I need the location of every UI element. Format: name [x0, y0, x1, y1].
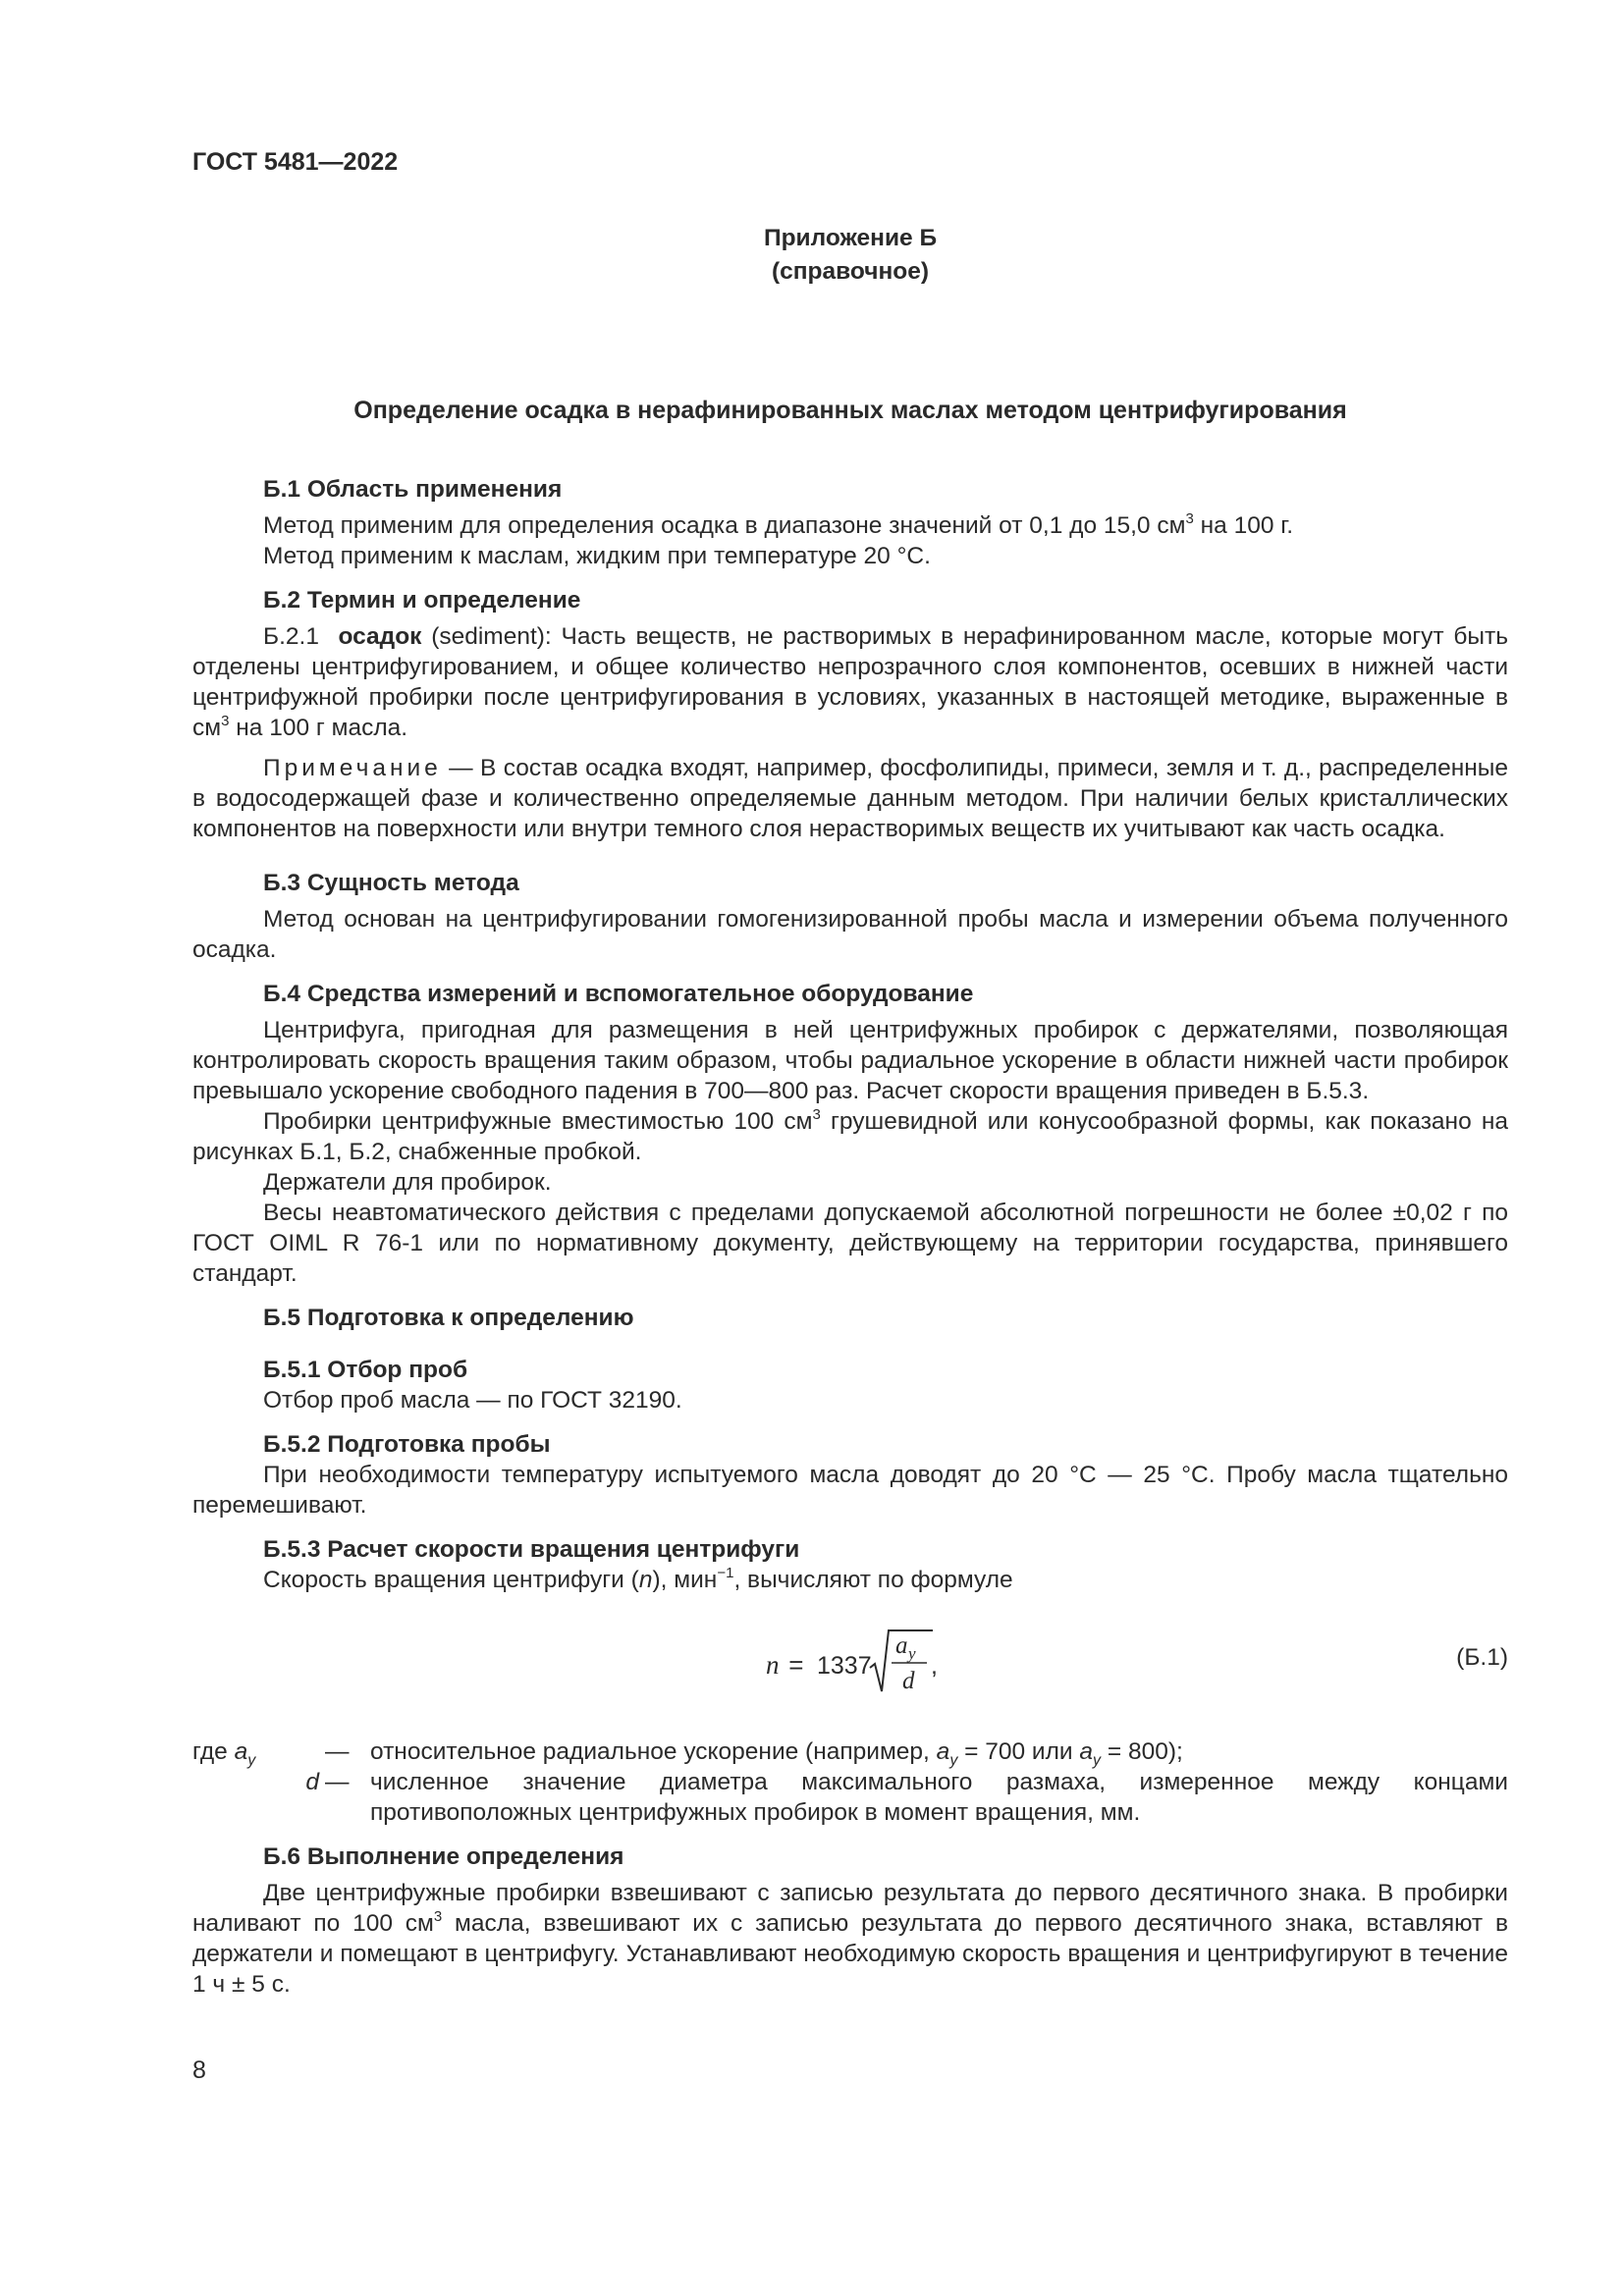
section-b2-note: Примечание — В состав осадка входят, например, фосфолипиды, примеси, земля и т. д., распределенные в водосодержащей фазе и количественно определяемые данным методом. При наличии белых кристаллических компонентов на поверхности или внутри темного слоя нерастворимых веществ их учитывают как часть осадка. [192, 755, 1508, 842]
formula-svg [764, 1623, 950, 1709]
legend-row-d: d — численное значение диаметра максимального размаха, измеренное между концами противоположных центрифужных пробирок в момент вращения, мм. [305, 1769, 1508, 1826]
definition-sediment: Б.2.1 осадок (sediment): Часть веществ, не растворимых в нерафинированном масле, которые могут быть отделены центрифугированием, и общее количество непрозрачного слоя компонентов, осевших в нижней части центрифужной пробирки после центрифугирования в условиях, указанных в настоящей методике, выраженные в $см^3$ на 100 г масла. [192, 623, 1508, 741]
section-b6 [192, 1842, 1508, 2000]
page-number: 8 [192, 2056, 206, 2084]
section-b1 [192, 474, 1508, 571]
section-b6-heading: Б.6 Выполнение определения [263, 1843, 624, 1870]
section-b52-heading: Б.5.2 Подготовка пробы [263, 1431, 551, 1458]
section-b3 [192, 868, 1508, 965]
formula-equals: = [782, 1650, 811, 1680]
section-b3-text: Метод основан на центрифугировании гомогенизированной пробы масла и измерении объема полученного осадка. [192, 906, 1508, 963]
section-b53-heading: Б.5.3 Расчет скорости вращения центрифуги [263, 1536, 800, 1563]
section-b53 [192, 1534, 1508, 1828]
section-b4 [192, 979, 1508, 1289]
section-b2 [192, 585, 1508, 844]
section-b51-text: Отбор проб масла — по ГОСТ 32190. [263, 1387, 682, 1414]
formula-b1 [192, 1609, 1508, 1719]
section-b51-heading: Б.5.1 Отбор проб [263, 1357, 468, 1383]
formula-number: (Б.1) [1456, 1644, 1508, 1671]
formula-expression [764, 1623, 950, 1716]
section-b1-line2: Метод применим к маслам, жидким при температуре 20 °С. [263, 543, 931, 569]
legend-row-ay: где $a_y$ — относительное радиальное ускорение (например, $a_y = 700$ или $a_y = 800$); [192, 1738, 1183, 1769]
formula-denominator: d [902, 1668, 915, 1694]
formula-coef: 1337 [817, 1652, 872, 1680]
formula-numerator-sub: y [908, 1644, 916, 1663]
section-b6-text: Две центрифужные пробирки взвешивают с записью результата до первого десятичного знака. В пробирки наливают по 100 $см^3$ масла, взвешивают их с записью результата до первого десятичного знака, вставляют в держатели и помещают в центрифугу. Устанавливают необходимую скорость вращения и центрифугируют в течение 1 ч ± 5 с. [192, 1880, 1508, 1998]
section-b52-text: При необходимости температуру испытуемого масла доводят до 20 °С — 25 °С. Пробу масла тщательно перемешивают. [192, 1462, 1508, 1519]
main-title: Определение осадка в нерафинированных маслах методом центрифугирования [353, 397, 1347, 424]
section-b52 [192, 1429, 1508, 1521]
annex-title: Приложение Б [763, 225, 938, 251]
section-b4-tubes: Пробирки центрифужные вместимостью 100 $см^3$ грушевидной или конусообразной формы, как показано на рисунках Б.1, Б.2, снабженные пробкой. [192, 1105, 1508, 1165]
section-b2-heading: Б.2 Термин и определение [263, 587, 581, 614]
section-b1-line1: Метод применим для определения осадка в диапазоне значений от 0,1 до 15,0 $см^3$ на 100 г. [263, 509, 1294, 539]
formula-numerator-var: a [895, 1632, 908, 1659]
section-b5 [192, 1303, 1508, 1828]
section-b51 [192, 1355, 1508, 1415]
section-b3-heading: Б.3 Сущность метода [263, 870, 519, 896]
annex-heading [192, 222, 1508, 289]
section-b4-heading: Б.4 Средства измерений и вспомогательное оборудование [263, 981, 974, 1007]
formula-legend [192, 1736, 1508, 1828]
section-b5-heading: Б.5 Подготовка к определению [263, 1305, 634, 1331]
section-b4-holders: Держатели для пробирок. [263, 1169, 552, 1196]
section-b4-centrifuge: Центрифуга, пригодная для размещения в ней центрифужных пробирок с держателями, позволяющая контролировать скорость вращения таким образом, чтобы радиальное ускорение в области нижней части пробирок превышало ускорение свободного падения в 700—800 раз. Расчет скорости вращения приведен в Б.5.3. [192, 1017, 1508, 1104]
formula-comma: , [931, 1652, 938, 1680]
section-b1-heading: Б.1 Область применения [263, 476, 563, 503]
section-b53-text: Скорость вращения центрифуги (n), мин$^{-1}$, вычисляют по формуле [263, 1564, 1013, 1593]
formula-lhs: n [766, 1650, 780, 1680]
annex-status: (справочное) [771, 258, 930, 285]
section-b4-scales: Весы неавтоматического действия с пределами допускаемой абсолютной погрешности не более ±0,02 г по ГОСТ OIML R 76-1 или по нормативному документу, действующему на территории государства, принявшего стандарт. [192, 1200, 1508, 1287]
document-body [192, 474, 1508, 2000]
document-id-header: ГОСТ 5481—2022 [192, 148, 399, 176]
